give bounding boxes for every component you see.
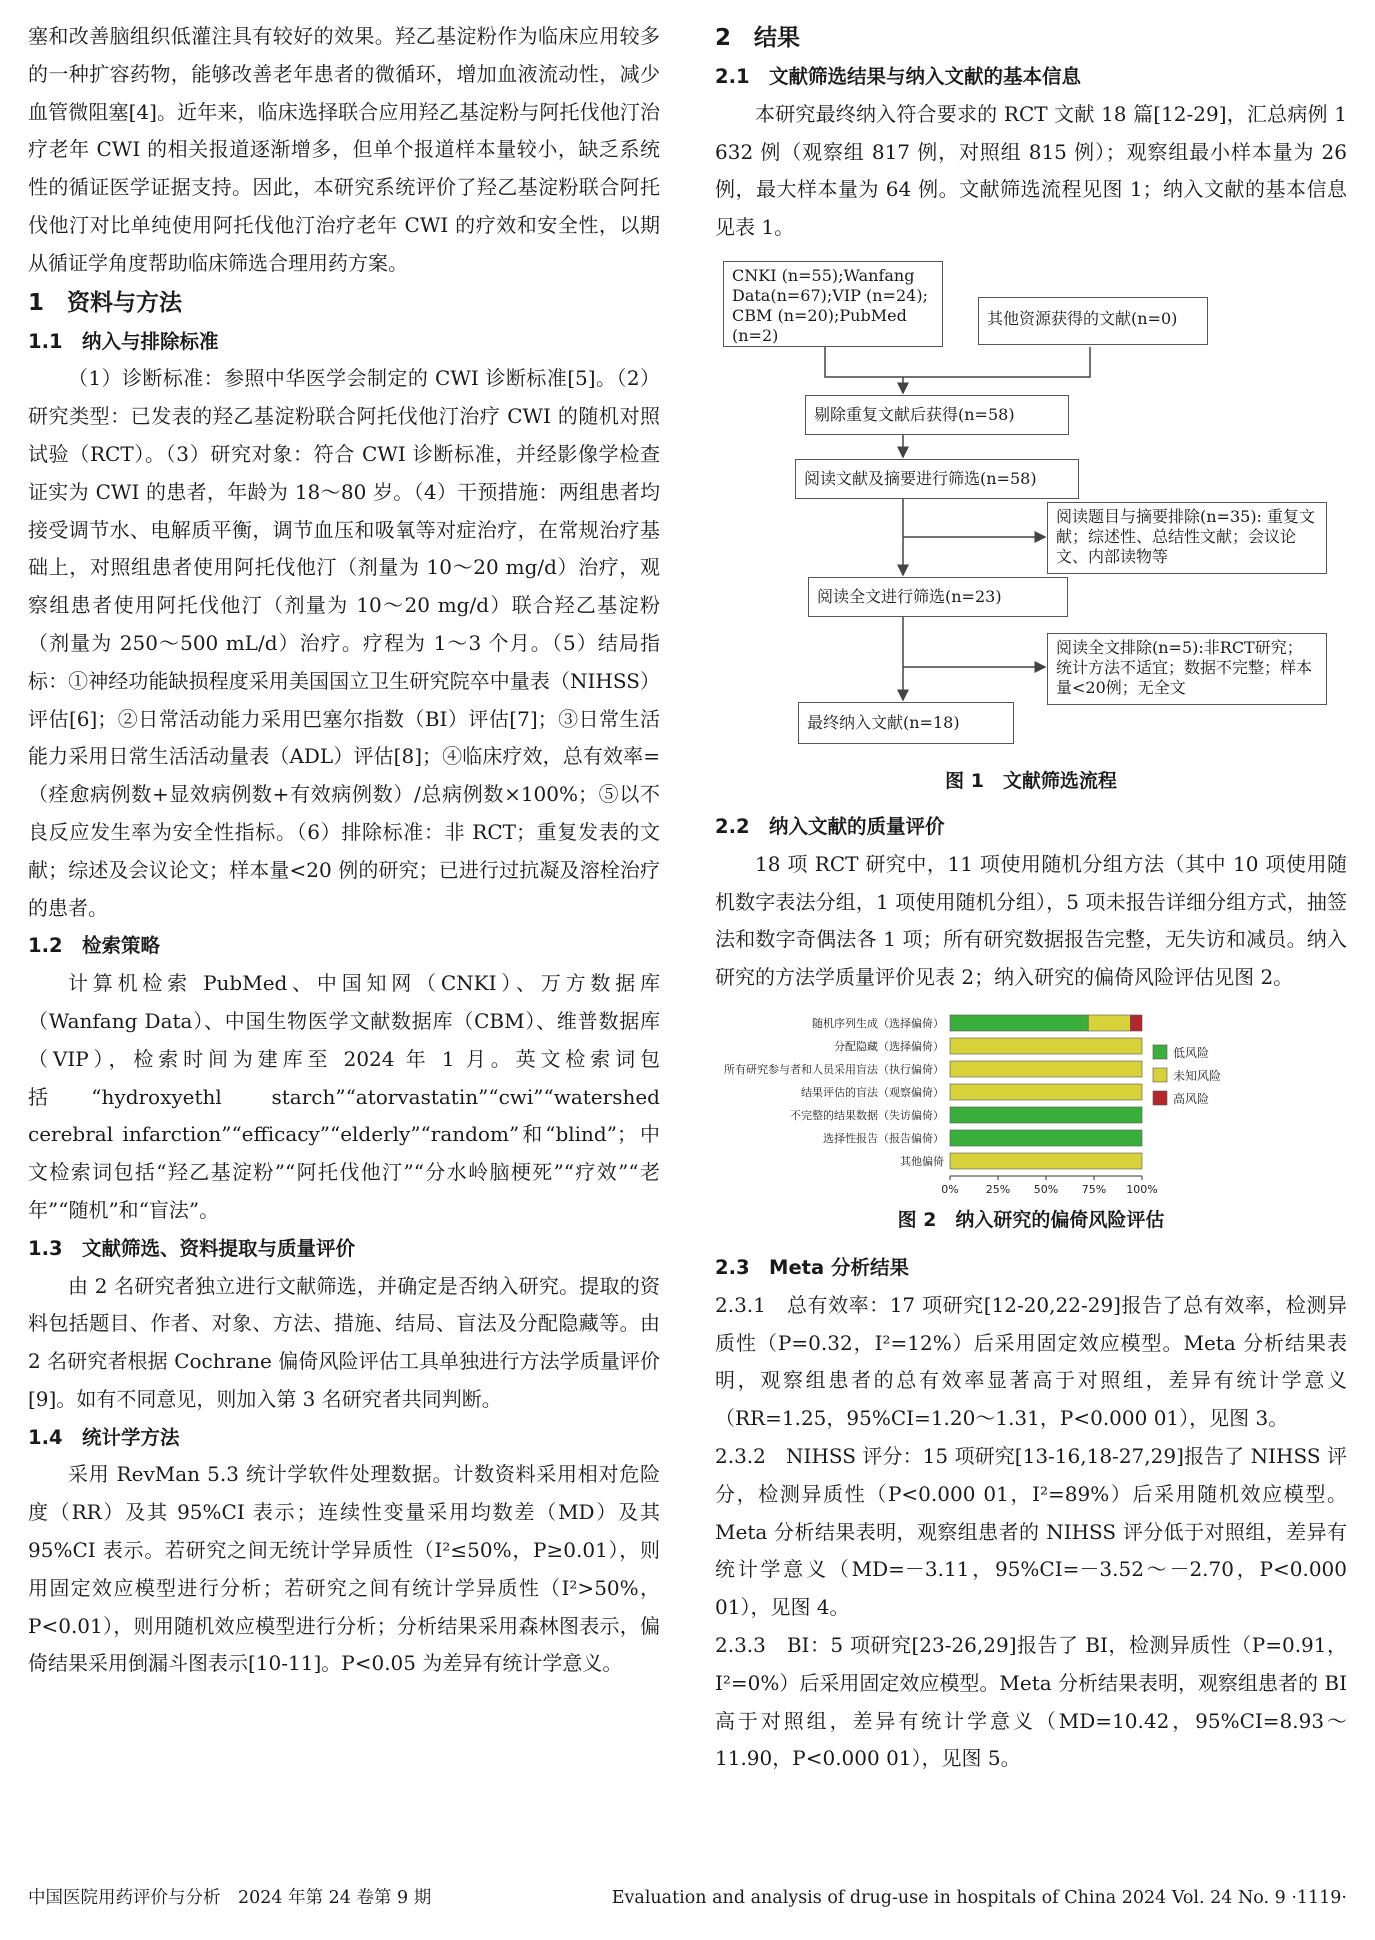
section-1-2-text: 计算机检索 PubMed、中国知网（CNKI）、万方数据库（Wanfang Data）、中国生物医学文献数据库（CBM）、维普数据库（VIP），检索时间为建库至 2024 年 1 月。英文检索词包括“hydroxyethl starch”“atorvastatin”“cwi”“watershed cerebral infarction”“efficacy”“elderly”“random”和“blind”；中文检索词包括“羟乙基淀粉”“阿托伐他汀”“分水岭脑梗死”“疗效”“老年”“随机”和“盲法”。 <box>28 971 660 1222</box>
rob-bar-segment <box>950 1015 1088 1031</box>
right-column <box>715 18 1347 1778</box>
section-2-1-heading: 2.1 文献筛选结果与纳入文献的基本信息 <box>715 65 1082 88</box>
section-2-heading: 2 结果 <box>715 25 801 51</box>
rob-bar-segment <box>950 1038 1142 1054</box>
rob-x-tick-label: 0% <box>941 1182 959 1196</box>
section-2-2-text: 18 项 RCT 研究中，11 项使用随机分组方法（其中 10 项使用随机数字表法分组，1 项使用随机分组），5 项未报告详细分组方式，抽签法和数字奇偶法各 1 项；所有研究数据报告完整，无失访和减员。纳入研究的方法学质量评价见表 2；纳入研究的偏倚风险评估见图 2。 <box>715 851 1347 990</box>
rob-bar-segment <box>950 1061 1142 1077</box>
section-2-1-text: 本研究最终纳入符合要求的 RCT 文献 18 篇[12-29]，汇总病例 1 632 例（观察组 817 例，对照组 815 例）；观察组最小样本量为 26 例，最大样本量为 64 例。文献筛选流程见图 1；纳入文献的基本信息见表 1。 <box>715 101 1347 240</box>
rob-bar-segment <box>950 1130 1142 1146</box>
rob-legend-label: 低风险 <box>1173 1045 1210 1060</box>
rob-legend-label: 高风险 <box>1173 1091 1210 1106</box>
intro-paragraph: 塞和改善脑组织低灌注具有较好的效果。羟乙基淀粉作为临床应用较多的一种扩容药物，能够改善老年患者的微循环，增加血液流动性，减少血管微阻塞[4]。近年来，临床选择联合应用羟乙基淀粉与阿托伐他汀治疗老年 CWI 的相关报道逐渐增多，但单个报道样本量较小，缺乏系统性的循证医学证据支持。因此，本研究系统评价了羟乙基淀粉联合阿托伐他汀对比单纯使用阿托伐他汀治疗老年 CWI 的疗效和安全性，以期从循证学角度帮助临床筛选合理用药方案。 <box>28 24 660 275</box>
flow-box-other-sources: 其他资源获得的文献(n=0) <box>978 297 1208 345</box>
flow-diagram <box>715 257 1347 762</box>
section-1-heading: 1 资料与方法 <box>28 289 183 316</box>
rob-legend-swatch <box>1153 1091 1167 1105</box>
rob-category-label: 随机序列生成（选择偏倚） <box>812 1016 944 1030</box>
rob-x-tick-label: 75% <box>1081 1182 1107 1196</box>
section-1-1-text: （1）诊断标准：参照中华医学会制定的 CWI 诊断标准[5]。（2）研究类型：已发表的羟乙基淀粉联合阿托伐他汀治疗 CWI 的随机对照试验（RCT）。（3）研究对象：符合 CWI 诊断标准，并经影像学检查证实为 CWI 的患者，年龄为 18～80 岁。（4）干预措施：两组患者均接受调节水、电解质平衡，调节血压和吸氧等对症治疗，在常规治疗基础上，对照组患者使用阿托伐他汀（剂量为 10～20 mg/d）治疗，观察组患者使用阿托伐他汀（剂量为 10～20 mg/d）联合羟乙基淀粉（剂量为 250～500 mL/d）治疗。疗程为 1～3 个月。（5）结局指标：①神经功能缺损程度采用美国国立卫生研究院卒中量表（NIHSS）评估[6]；②日常活动能力采用巴塞尔指数（BI）评估[7]；③日常生活能力采用日常生活活动量表（ADL）评估[8]；④临床疗效，总有效率=（痊愈病例数+显效病例数+有效病例数）/总病例数×100%；⑤以不良反应发生率为安全性指标。（6）排除标准：非 RCT；重复发表的文献；综述及会议论文；样本量<20 例的研究；已进行过抗凝及溶栓治疗的患者。 <box>28 366 660 920</box>
rob-bar-segment <box>950 1107 1142 1123</box>
section-1-3-text: 由 2 名研究者独立进行文献筛选，并确定是否纳入研究。提取的资料包括题目、作者、对象、方法、措施、结局、盲法及分配隐藏等。由 2 名研究者根据 Cochrane 偏倚风险评估工具单独进行方法学质量评价[9]。如有不同意见，则加入第 3 名研究者共同判断。 <box>28 1273 660 1411</box>
section-1-3-heading: 1.3 文献筛选、资料提取与质量评价 <box>28 1236 356 1260</box>
section-2-3-3-text: 2.3.3 BI：5 项研究[23-26,29]报告了 BI，检测异质性（P=0.91，I²=0%）后采用固定效应模型。Meta 分析结果表明，观察组患者的 BI 高于对照组，差异有统计学意义（MD=10.42，95%CI=8.93～11.90，P<0.000 01），见图 5。 <box>715 1632 1347 1771</box>
flow-box-abstract-screen: 阅读文献及摘要进行筛选(n=58) <box>795 459 1079 499</box>
footer-journal-cn: 中国医院用药评价与分析 2024 年第 24 卷第 9 期 <box>28 1888 432 1908</box>
risk-of-bias-chart <box>715 1005 1347 1205</box>
flow-box-fulltext-screen: 阅读全文进行筛选(n=23) <box>808 577 1068 617</box>
rob-bar-segment <box>1130 1015 1142 1031</box>
rob-category-label: 分配隐藏（选择偏倚） <box>834 1039 944 1053</box>
rob-x-tick-label: 50% <box>1033 1182 1059 1196</box>
section-2-3-1-text: 2.3.1 总有效率：17 项研究[12-20,22-29]报告了总有效率，检测异质性（P=0.32，I²=12%）后采用固定效应模型。Meta 分析结果表明，观察组患者的总有效率显著高于对照组，差异有统计学意义（RR=1.25，95%CI=1.20～1.31，P<0.000 01），见图 3。 <box>715 1292 1347 1431</box>
section-2-3-2-text: 2.3.2 NIHSS 评分：15 项研究[13-16,18-27,29]报告了 NIHSS 评分，检测异质性（P<0.000 01，I²=89%）后采用随机效应模型。Meta 分析结果表明，观察组患者的 NIHSS 评分低于对照组，差异有统计学意义（MD=－3.11，95%CI=－3.52～－2.70，P<0.000 01），见图 4。 <box>715 1443 1347 1620</box>
rob-category-label: 选择性报告（报告偏倚） <box>823 1131 944 1145</box>
rob-bar-segment <box>1088 1015 1130 1031</box>
rob-category-label: 不完整的结果数据（失访偏倚） <box>790 1108 944 1122</box>
rob-x-tick-label: 100% <box>1126 1182 1158 1196</box>
section-1-4-heading: 1.4 统计学方法 <box>28 1425 180 1449</box>
section-1-2-heading: 1.2 检索策略 <box>28 934 161 958</box>
flow-box-dedup: 剔除重复文献后获得(n=58) <box>805 395 1069 435</box>
rob-category-label: 结果评估的盲法（观察偏倚） <box>801 1085 944 1099</box>
figure-2-caption: 图 2 纳入研究的偏倚风险评估 <box>897 1208 1165 1231</box>
flow-box-fulltext-exclude: 阅读全文排除(n=5):非RCT研究；统计方法不适宜；数据不完整；样本量<20例；无全文 <box>1047 633 1327 705</box>
rob-category-label: 所有研究参与者和人员采用盲法（执行偏倚） <box>724 1062 944 1076</box>
left-column <box>28 18 660 1683</box>
risk-of-bias-svg <box>715 1005 1347 1205</box>
rob-legend-swatch <box>1153 1068 1167 1082</box>
rob-category-label: 其他偏倚 <box>900 1154 944 1168</box>
rob-legend-swatch <box>1153 1045 1167 1059</box>
section-1-1-heading: 1.1 纳入与排除标准 <box>28 329 219 353</box>
flow-box-databases: CNKI (n=55);Wanfang Data(n=67);VIP (n=24); CBM (n=20);PubMed (n=2) <box>723 261 943 347</box>
figure-1-caption: 图 1 文献筛选流程 <box>945 769 1117 792</box>
rob-legend-label: 未知风险 <box>1173 1068 1222 1083</box>
rob-bar-segment <box>950 1084 1142 1100</box>
section-1-4-text: 采用 RevMan 5.3 统计学软件处理数据。计数资料采用相对危险度（RR）及其 95%CI 表示；连续性变量采用均数差（MD）及其 95%CI 表示。若研究之间无统计学异质性（I²≤50%，P≥0.01），则用固定效应模型进行分析；若研究之间有统计学异质性（I²>50%，P<0.01），则用随机效应模型进行分析；分析结果采用森林图表示，偏倚结果采用倒漏斗图表示[10-11]。P<0.05 为差异有统计学意义。 <box>28 1462 660 1676</box>
section-2-2-heading: 2.2 纳入文献的质量评价 <box>715 814 945 838</box>
flow-box-final: 最终纳入文献(n=18) <box>798 702 1014 744</box>
rob-x-tick-label: 25% <box>985 1182 1011 1196</box>
footer-journal-en: Evaluation and analysis of drug-use in hospitals of China 2024 Vol. 24 No. 9 ·1119· <box>611 1888 1347 1908</box>
flow-box-abstract-exclude: 阅读题目与摘要排除(n=35): 重复文献；综述性、总结性文献；会议论文、内部读物等 <box>1047 502 1327 574</box>
rob-bar-segment <box>950 1153 1142 1169</box>
section-2-3-heading: 2.3 Meta 分析结果 <box>715 1255 909 1279</box>
